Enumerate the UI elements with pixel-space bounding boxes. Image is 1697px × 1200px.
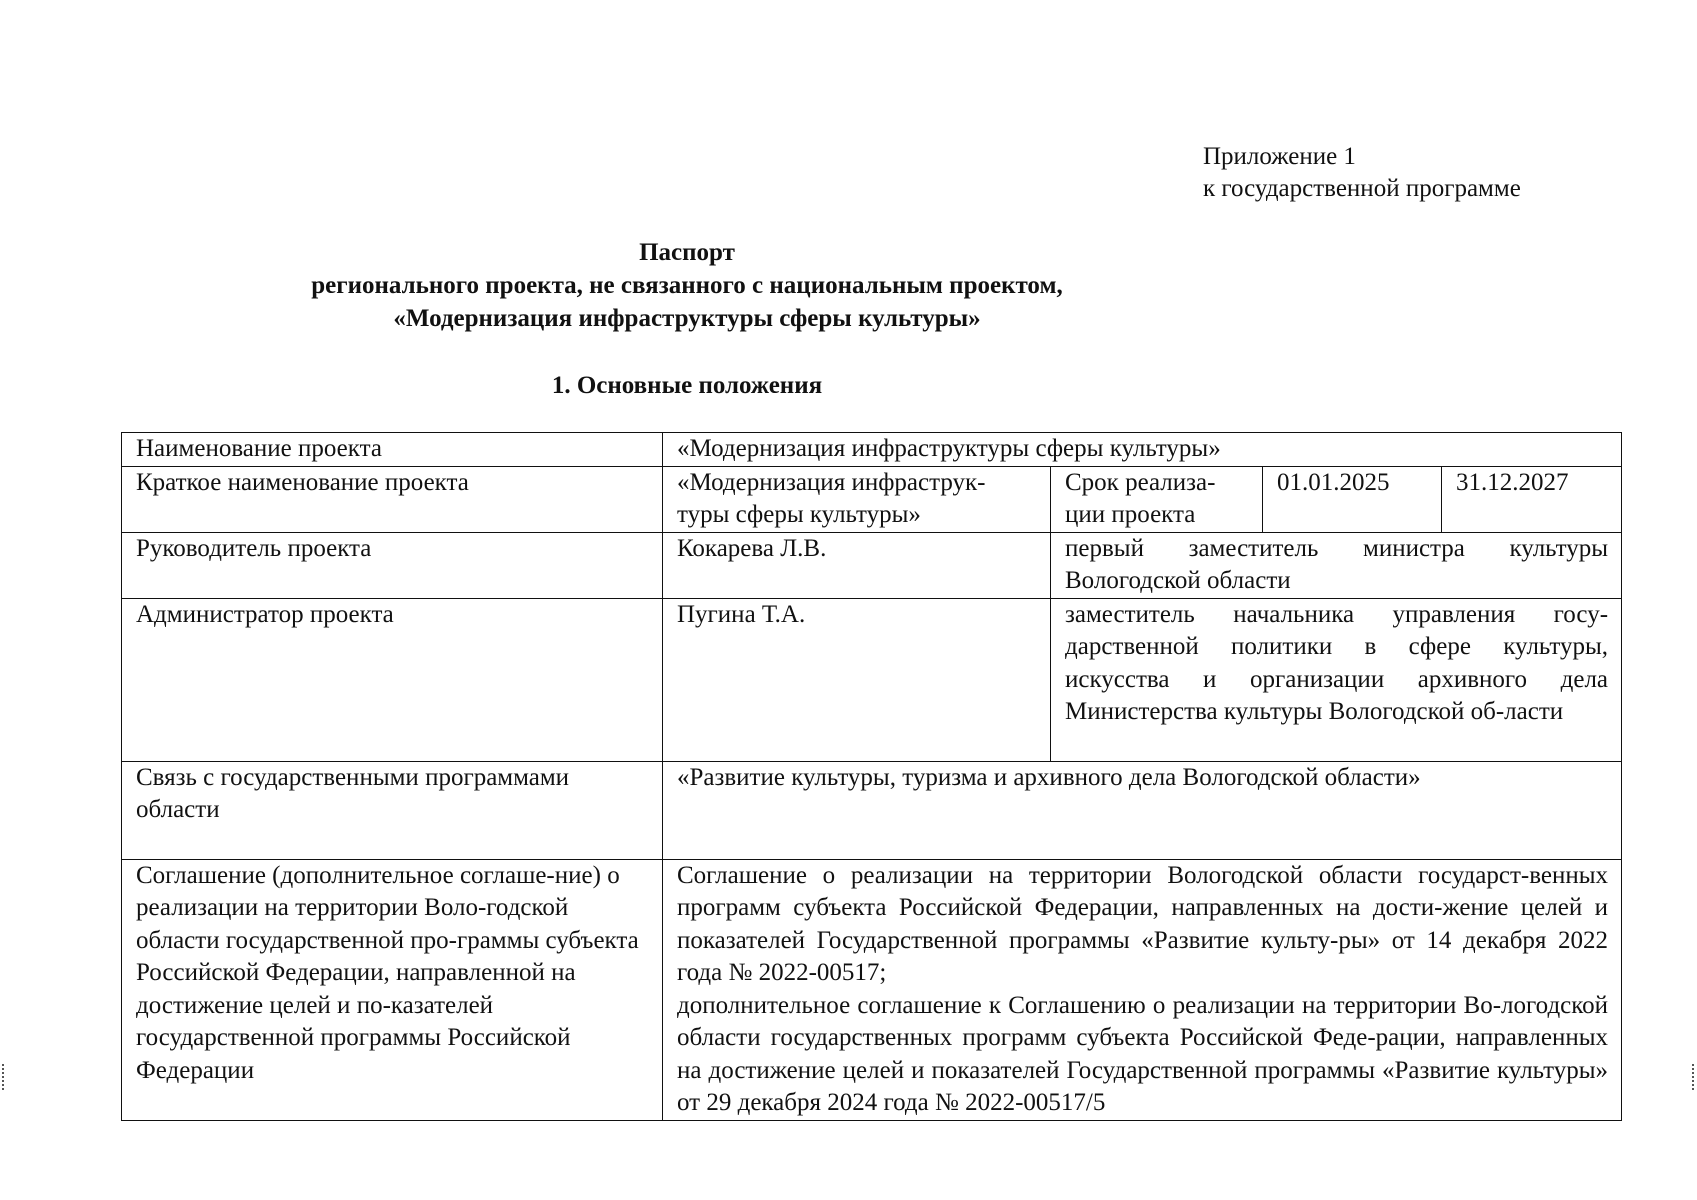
project-name-label: Наименование проекта bbox=[122, 433, 663, 467]
start-date: 01.01.2025 bbox=[1263, 466, 1442, 532]
state-programs-label: Связь с государственными программами области bbox=[122, 761, 663, 859]
table-row bbox=[122, 859, 1622, 1120]
project-name-value: «Модернизация инфраструктуры сферы культуры» bbox=[663, 433, 1622, 467]
project-head-label: Руководитель проекта bbox=[122, 532, 663, 598]
title-line-3: «Модернизация инфраструктуры сферы культуры» bbox=[393, 305, 981, 332]
project-head-position: первый заместитель министра культуры Вологодской области bbox=[1051, 532, 1622, 598]
passport-table bbox=[121, 432, 1622, 1121]
project-head-name: Кокарева Л.В. bbox=[663, 532, 1051, 598]
annex-line-2: к государственной программе bbox=[1203, 175, 1521, 202]
state-programs-value: «Развитие культуры, туризма и архивного дела Вологодской области» bbox=[663, 761, 1622, 859]
table-row bbox=[122, 466, 1622, 532]
document-title bbox=[0, 236, 1374, 335]
agreement-value-2: дополнительное соглашение к Соглашению о реализации на территории Во-логодской области государственных программ субъекта Российской Феде-рации, направленных на достижение целей и показателей Государственной программы «Развитие культуры» от 29 декабря 2024 года № 2022-00517/5 bbox=[677, 991, 1609, 1116]
agreement-value-1: Соглашение о реализации на территории Вологодской области государст-венных программ субъекта Российской Федерации, направленных на дости-жение целей и показателей Государственной программы «Развитие культу-ры» от 14 декабря 2022 года № 2022-00517; bbox=[677, 861, 1609, 986]
project-admin-label: Администратор проекта bbox=[122, 598, 663, 761]
right-edge-mark bbox=[1692, 1064, 1696, 1090]
table-row bbox=[122, 532, 1622, 598]
end-date: 31.12.2027 bbox=[1442, 466, 1622, 532]
table-row bbox=[122, 433, 1622, 467]
term-label: Срок реализа-ции проекта bbox=[1051, 466, 1263, 532]
annex-note bbox=[1203, 141, 1521, 205]
title-line-2: регионального проекта, не связанного с национальным проектом, bbox=[311, 272, 1063, 299]
table-row bbox=[122, 761, 1622, 859]
annex-line-1: Приложение 1 bbox=[1203, 143, 1356, 170]
short-name-value: «Модернизация инфраструк-туры сферы культуры» bbox=[663, 466, 1051, 532]
title-line-1: Паспорт bbox=[639, 239, 735, 266]
agreement-label: Соглашение (дополнительное соглаше-ние) о реализации на территории Воло-годской области государственной про-граммы субъекта Российской Федерации, направленной на достижение целей и по-казателей государственной программы Российской Федерации bbox=[122, 859, 663, 1120]
table-row bbox=[122, 598, 1622, 761]
project-admin-position: заместитель начальника управления госу-дарственной политики в сфере культуры, искусства и организации архивного дела Министерства культуры Вологодской об-ласти bbox=[1051, 598, 1622, 761]
section-heading: 1. Основные положения bbox=[551, 372, 823, 399]
project-admin-name: Пугина Т.А. bbox=[663, 598, 1051, 761]
left-edge-mark bbox=[2, 1064, 6, 1090]
agreement-value bbox=[663, 859, 1622, 1120]
short-name-label: Краткое наименование проекта bbox=[122, 466, 663, 532]
